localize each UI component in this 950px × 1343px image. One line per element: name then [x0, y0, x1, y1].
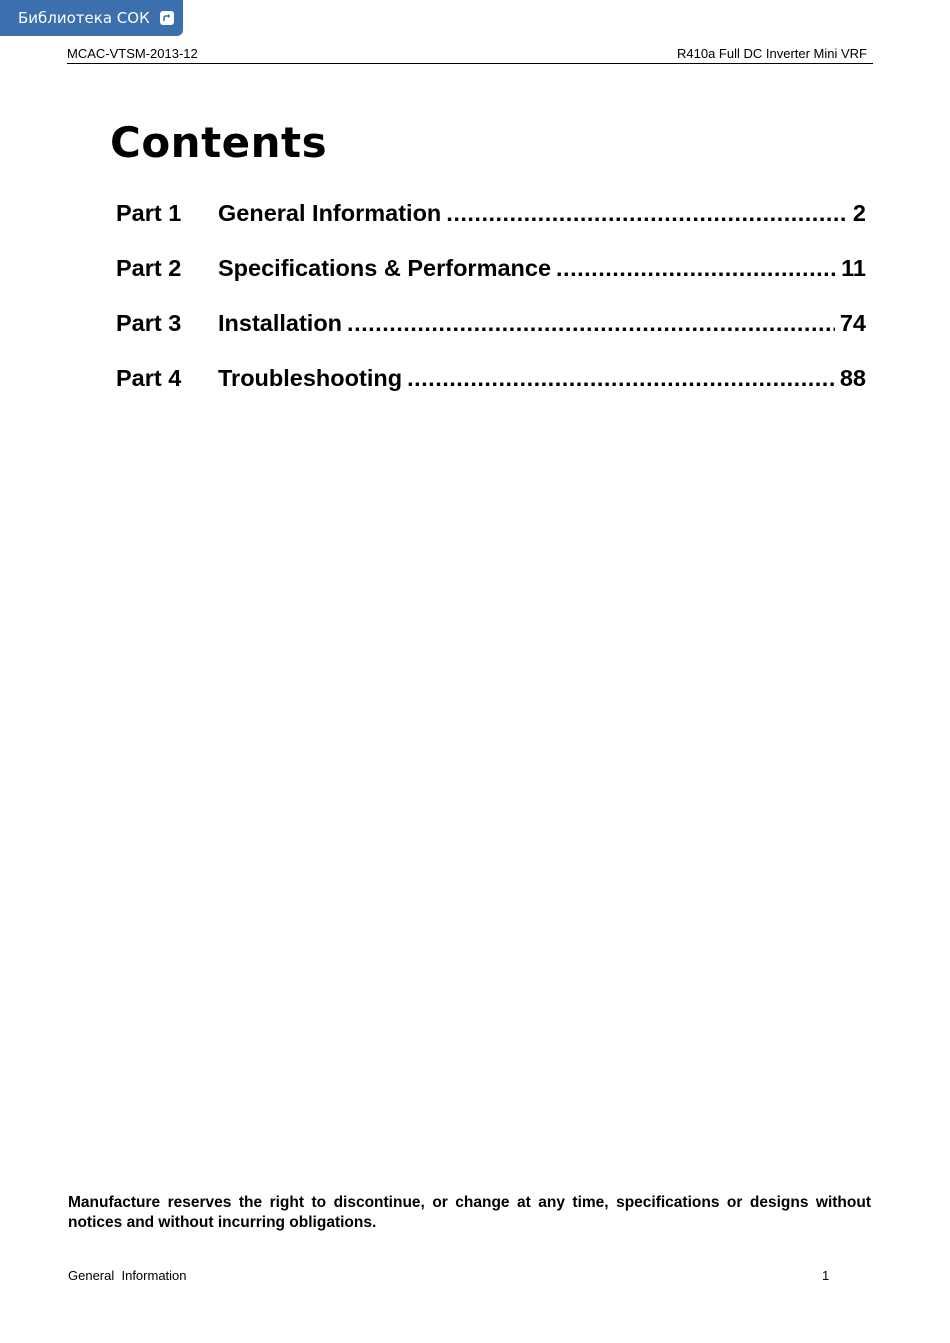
- toc-section-name: General Information: [218, 200, 442, 226]
- toc-page-number: 74: [839, 310, 866, 336]
- header-doc-code: MCAC-VTSM-2013-12: [67, 46, 198, 61]
- toc-part-label: Part 4: [116, 365, 182, 391]
- footer-section-name: General Information: [68, 1268, 187, 1283]
- toc-section-name: Troubleshooting: [218, 365, 403, 391]
- library-badge[interactable]: [0, 0, 183, 36]
- toc-page-number: 11: [841, 255, 866, 281]
- toc-page-number: 88: [839, 365, 866, 391]
- page-title: Contents: [110, 118, 328, 167]
- share-icon[interactable]: [160, 11, 174, 25]
- toc-entry-part-3[interactable]: [116, 310, 866, 344]
- toc-page-number: 2: [852, 200, 866, 226]
- header-product: R410a Full DC Inverter Mini VRF: [677, 46, 867, 61]
- toc-dot-leader: [446, 200, 848, 227]
- toc-section-name: Installation: [218, 310, 343, 336]
- toc-dot-leader: [347, 310, 835, 337]
- toc-entry-part-1[interactable]: [116, 200, 866, 234]
- library-badge-label: Библиотека СОК: [18, 9, 150, 27]
- toc-dot-leader: [556, 255, 836, 282]
- toc-section-name: Specifications & Performance: [218, 255, 552, 281]
- page-header: [67, 44, 873, 64]
- disclaimer-notice: Manufacture reserves the right to discontinue, or change at any time, specifications or designs without notices and without incurring obligations.: [68, 1194, 871, 1231]
- toc-entry-part-4[interactable]: [116, 365, 866, 399]
- footer-page-number: 1: [822, 1268, 830, 1283]
- toc-part-label: Part 3: [116, 310, 182, 336]
- toc-part-label: Part 2: [116, 255, 182, 281]
- toc-dot-leader: [407, 365, 835, 392]
- toc-part-label: Part 1: [116, 200, 182, 226]
- toc-entry-part-2[interactable]: [116, 255, 866, 289]
